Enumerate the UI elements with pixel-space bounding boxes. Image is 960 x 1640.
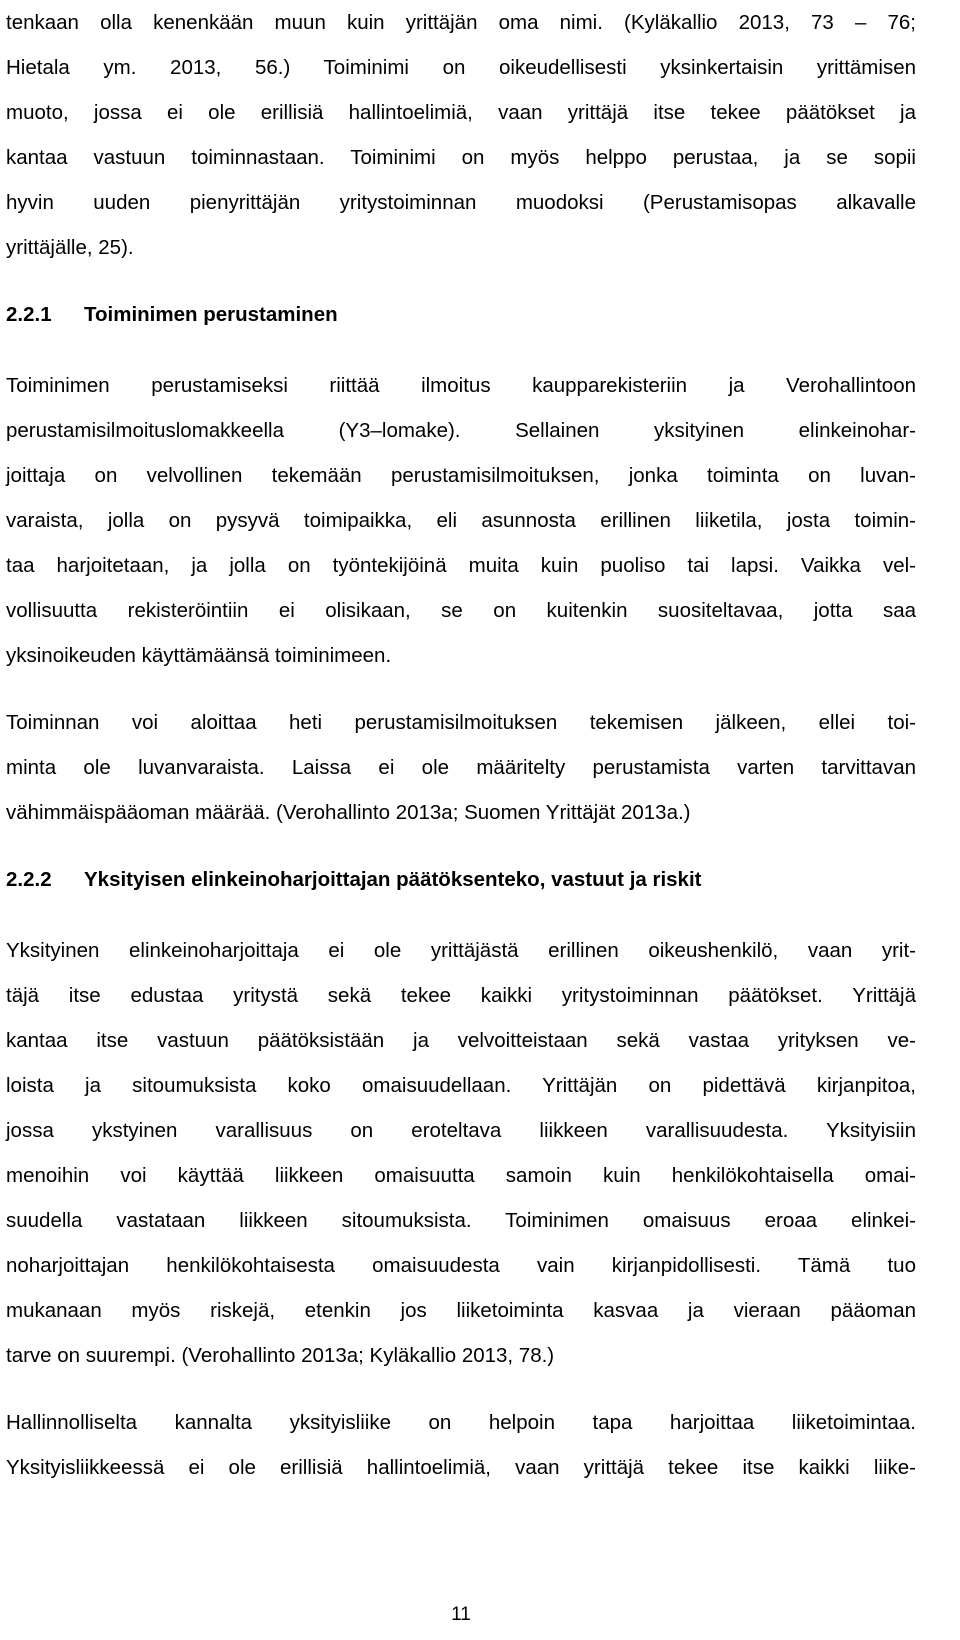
paragraph-intro — [6, 0, 916, 270]
text-line: täjä itse edustaa yritystä sekä tekee kaikki yritystoiminnan päätökset. Yrittäjä — [6, 984, 916, 1007]
paragraph-start — [6, 700, 916, 835]
text-line: kantaa vastuun toiminnastaan. Toiminimi on myös helppo perustaa, ja se sopii — [6, 146, 916, 169]
text-line: mukanaan myös riskejä, etenkin jos liiketoiminta kasvaa ja vieraan pääoman — [6, 1299, 916, 1322]
paragraph-responsibility — [6, 928, 916, 1378]
text-line: Yksityisliikkeessä ei ole erillisiä hallintoelimiä, vaan yrittäjä tekee itse kaikki liike- — [6, 1456, 916, 1479]
text-line: Yksityinen elinkeinoharjoittaja ei ole yrittäjästä erillinen oikeushenkilö, vaan yrit- — [6, 939, 916, 962]
document-page — [6, 0, 916, 1490]
text-line: tarve on suurempi. (Verohallinto 2013a; Kyläkallio 2013, 78.) — [6, 1344, 555, 1367]
text-line: hyvin uuden pienyrittäjän yritystoiminnan muodoksi (Perustamisopas alkavalle — [6, 191, 916, 214]
text-line: yrittäjälle, 25). — [6, 236, 134, 259]
text-line: suudella vastataan liikkeen sitoumuksista. Toiminimen omaisuus eroaa elinkei- — [6, 1209, 916, 1232]
heading-title: Yksityisen elinkeinoharjoittajan päätöksenteko, vastuut ja riskit — [84, 868, 702, 891]
text-line: perustamisilmoituslomakkeella (Y3–lomake). Sellainen yksityinen elinkeinohar- — [6, 419, 916, 442]
section-heading-2-2-2 — [6, 857, 916, 902]
text-line: vollisuutta rekisteröintiin ei olisikaan, se on kuitenkin suositeltavaa, jotta saa — [6, 599, 916, 622]
text-line: minta ole luvanvaraista. Laissa ei ole määritelty perustamista varten tarvittavan — [6, 756, 916, 779]
heading-number: 2.2.2 — [6, 868, 52, 891]
text-line: varaista, jolla on pysyvä toimipaikka, eli asunnosta erillinen liiketila, josta toimin- — [6, 509, 916, 532]
text-line: yksinoikeuden käyttämäänsä toiminimeen. — [6, 644, 392, 667]
text-line: Toiminnan voi aloittaa heti perustamisilmoituksen tekemisen jälkeen, ellei toi- — [6, 711, 916, 734]
section-heading-2-2-1 — [6, 292, 916, 337]
heading-number: 2.2.1 — [6, 303, 52, 326]
paragraph-administration — [6, 1400, 916, 1490]
text-line: Toiminimen perustamiseksi riittää ilmoitus kaupparekisteriin ja Verohallintoon — [6, 374, 916, 397]
heading-title: Toiminimen perustaminen — [84, 303, 338, 326]
text-line: tenkaan olla kenenkään muun kuin yrittäjän oma nimi. (Kyläkallio 2013, 73 – 76; — [6, 11, 916, 34]
text-line: joittaja on velvollinen tekemään perustamisilmoituksen, jonka toiminta on luvan- — [6, 464, 916, 487]
text-line: muoto, jossa ei ole erillisiä hallintoelimiä, vaan yrittäjä itse tekee päätökset ja — [6, 101, 916, 124]
text-line: kantaa itse vastuun päätöksistään ja velvoitteistaan sekä vastaa yrityksen ve- — [6, 1029, 916, 1052]
text-line: taa harjoitetaan, ja jolla on työntekijöinä muita kuin puoliso tai lapsi. Vaikka vel- — [6, 554, 916, 577]
text-line: loista ja sitoumuksista koko omaisuudellaan. Yrittäjän on pidettävä kirjanpitoa, — [6, 1074, 916, 1097]
paragraph-founding — [6, 363, 916, 678]
page-number: 11 — [451, 1604, 471, 1625]
text-line: Hietala ym. 2013, 56.) Toiminimi on oikeudellisesti yksinkertaisin yrittämisen — [6, 56, 916, 79]
text-line: menoihin voi käyttää liikkeen omaisuutta samoin kuin henkilökohtaisella omai- — [6, 1164, 916, 1187]
text-line: jossa ykstyinen varallisuus on eroteltava liikkeen varallisuudesta. Yksityisiin — [6, 1119, 916, 1142]
text-line: vähimmäispääoman määrää. (Verohallinto 2013a; Suomen Yrittäjät 2013a.) — [6, 801, 691, 824]
text-line: noharjoittajan henkilökohtaisesta omaisuudesta vain kirjanpidollisesti. Tämä tuo — [6, 1254, 916, 1277]
text-line: Hallinnolliselta kannalta yksityisliike on helpoin tapa harjoittaa liiketoimintaa. — [6, 1411, 916, 1434]
